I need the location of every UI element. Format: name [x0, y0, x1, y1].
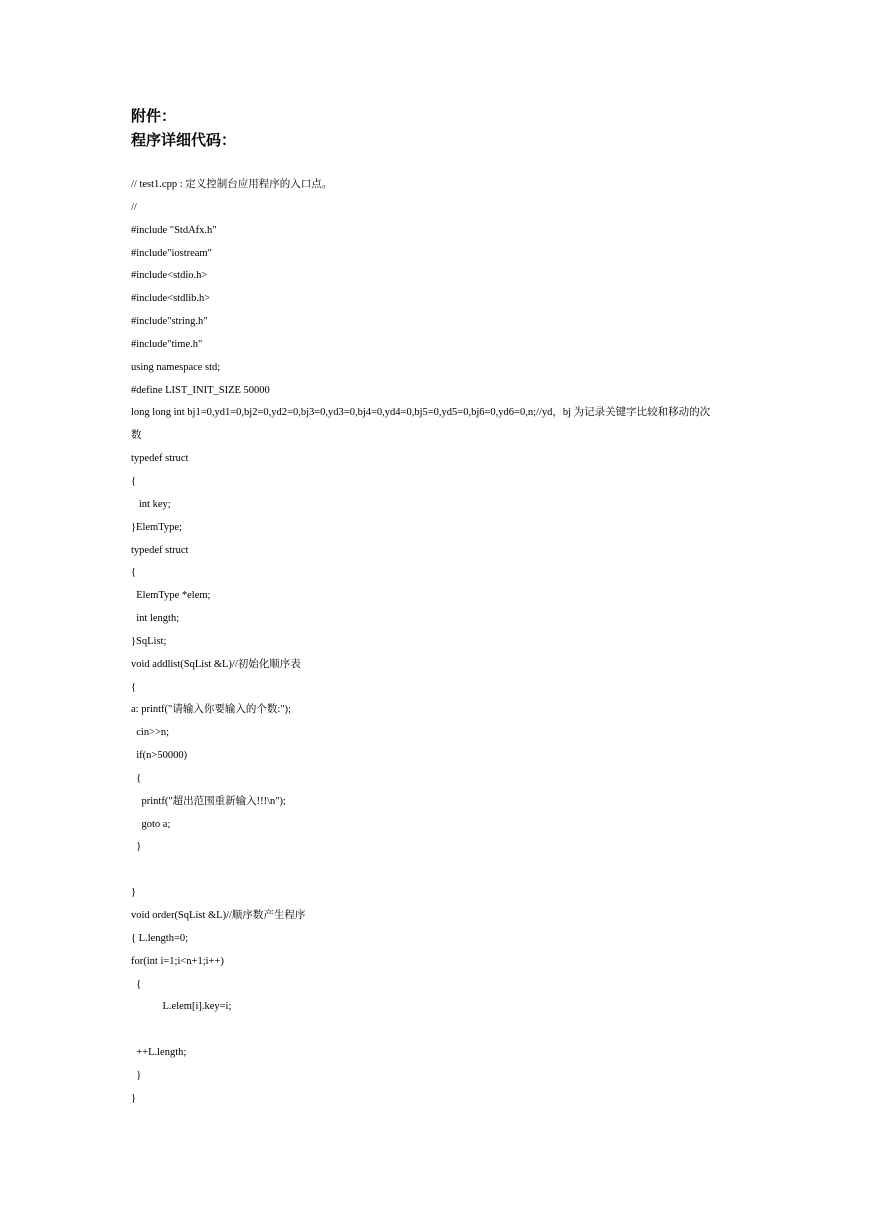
code-line: int length; — [131, 613, 180, 625]
code-line: } — [131, 1092, 137, 1104]
code-line — [131, 859, 751, 882]
code-line: typedef struct — [131, 453, 189, 465]
code-line: #include "StdAfx.h" — [131, 224, 217, 236]
code-line: // test1.cpp : 定义控制台应用程序的入口点。 — [131, 179, 333, 190]
code-line: #include"time.h" — [131, 338, 203, 350]
attachment-heading: 附件： — [131, 107, 177, 125]
code-line: for(int i=1;i<n+1;i++) — [131, 955, 224, 967]
code-line: { — [131, 978, 142, 990]
code-line: printf("超出范围重新输入!!!\n"); — [131, 795, 286, 807]
code-line: { L.length=0; — [131, 932, 189, 944]
code-line: #define LIST_INIT_SIZE 50000 — [131, 384, 270, 396]
code-line: void order(SqList &L)//顺序数产生程序 — [131, 910, 306, 921]
code-line: L.elem[i].key=i; — [131, 1001, 232, 1013]
code-line: void addlist(SqList &L)//初始化顺序表 — [131, 658, 301, 670]
code-line: #include<stdio.h> — [131, 270, 208, 282]
code-line: } — [131, 887, 137, 899]
code-line: } — [131, 841, 142, 853]
code-line: { — [131, 681, 137, 693]
code-line: a: printf("请输入你要输入的个数:"); — [131, 704, 291, 716]
code-line: #include<stdlib.h> — [131, 293, 211, 305]
code-line: } — [131, 1069, 142, 1081]
code-line: // — [131, 201, 137, 213]
code-line: }SqList; — [131, 635, 167, 647]
code-line: if(n>50000) — [131, 750, 188, 762]
code-line: 数 — [131, 430, 142, 442]
code-line — [131, 1019, 751, 1042]
code-block — [131, 174, 751, 1111]
code-line: #include"string.h" — [131, 316, 208, 328]
code-line: cin>>n; — [131, 727, 170, 739]
code-line: #include"iostream" — [131, 247, 212, 259]
code-line: { — [131, 475, 137, 487]
code-line: ElemType *elem; — [131, 590, 211, 602]
code-line: using namespace std; — [131, 361, 221, 373]
code-line: { — [131, 567, 137, 579]
code-section-title: 程序详细代码： — [131, 131, 237, 149]
code-line: }ElemType; — [131, 521, 182, 533]
code-line: int key; — [131, 498, 171, 510]
code-line: typedef struct — [131, 544, 189, 556]
code-line: ++L.length; — [131, 1047, 187, 1059]
code-line: long long int bj1=0,yd1=0,bj2=0,yd2=0,bj3=0,yd3=0,bj4=0,yd4=0,bj5=0,yd5=0,bj6=0,yd6=0,n;//yd，bj 为记录关键字比较和移动的次 — [131, 407, 711, 419]
code-line: goto a; — [131, 818, 171, 830]
code-line: { — [131, 772, 142, 784]
